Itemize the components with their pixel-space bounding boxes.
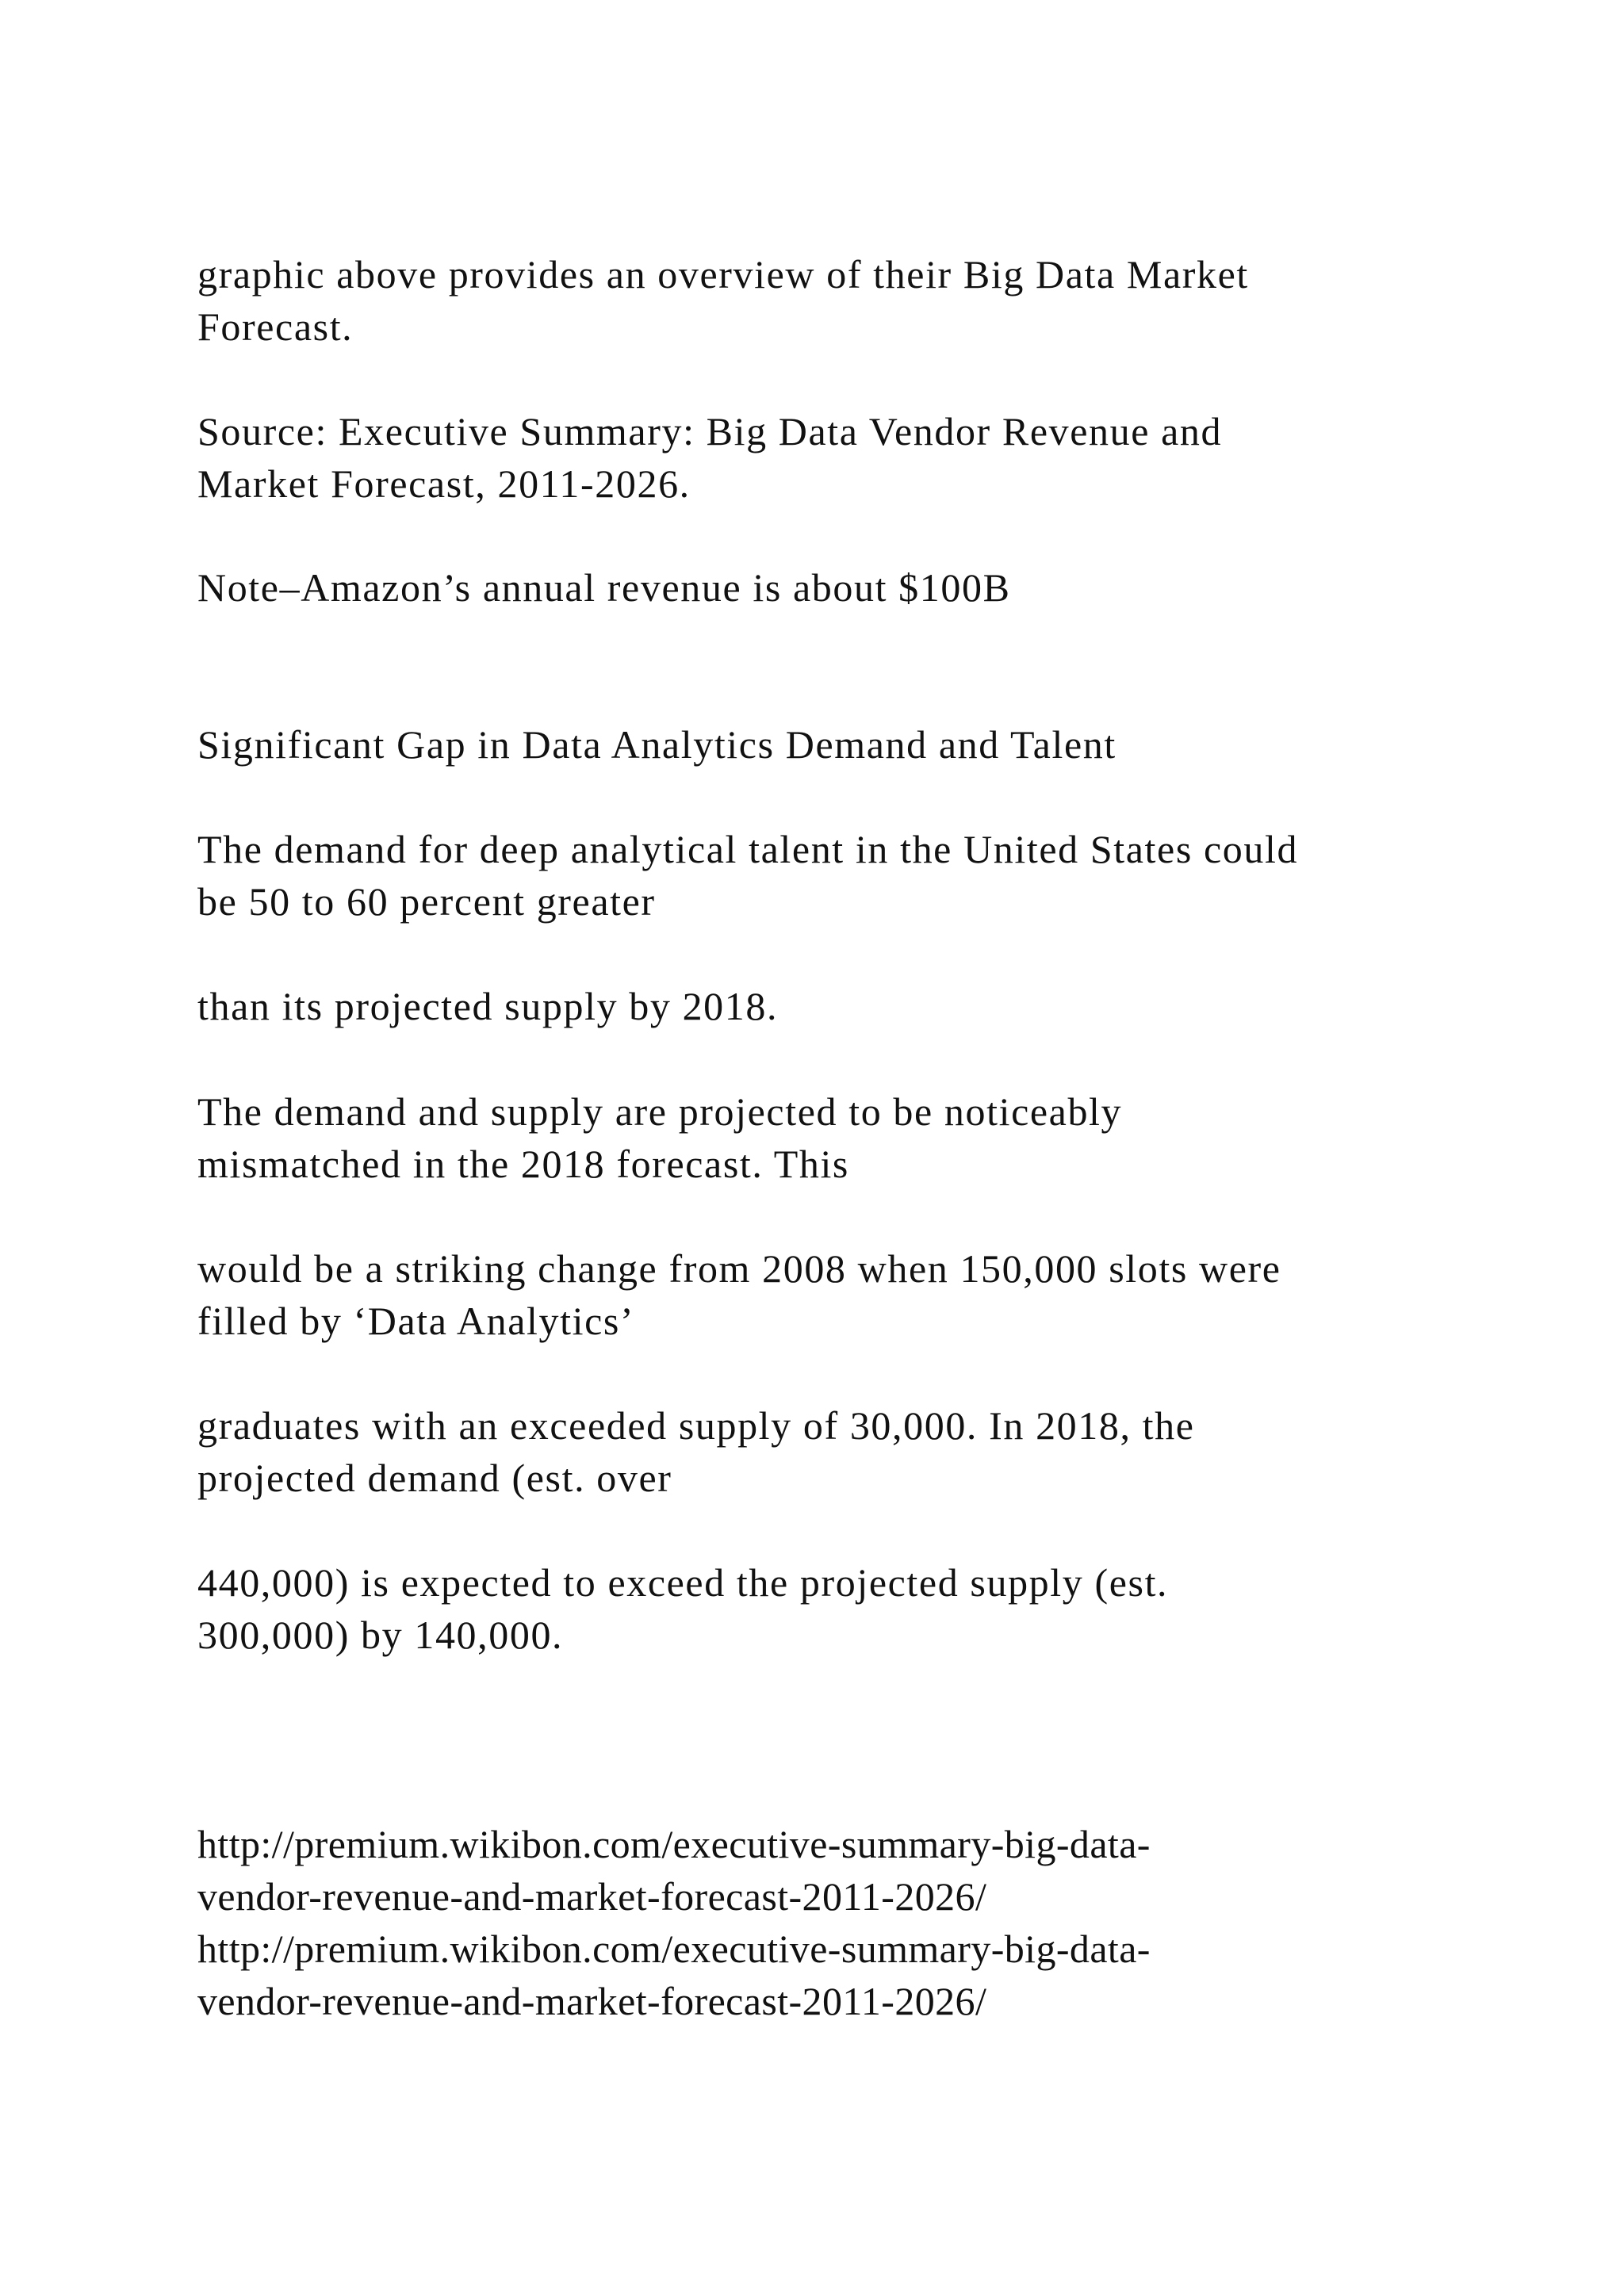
text-line: projected demand (est. over [197,1456,672,1500]
paragraph-2008-change [197,1242,1281,1347]
section-heading [197,718,1116,771]
paragraph-demand-talent [197,823,1298,928]
text-line: 300,000) by 140,000. [197,1613,564,1657]
paragraph-amazon-note [197,561,1011,614]
text-line: filled by ‘Data Analytics’ [197,1299,635,1343]
text-line: Note–Amazon’s annual revenue is about $100B [197,565,1011,610]
paragraph-projected-supply [197,980,778,1032]
source-link[interactable] [197,1923,1151,2027]
text-line: than its projected supply by 2018. [197,984,779,1028]
text-line: graphic above provides an overview of their Big Data Market [197,252,1249,297]
link-line[interactable]: http://premium.wikibon.com/executive-summary-big-data- [197,1822,1151,1866]
link-line[interactable]: vendor-revenue-and-market-forecast-2011-2026/ [197,1874,987,1919]
text-line: graduates with an exceeded supply of 30,000. In 2018, the [197,1403,1195,1448]
link-line[interactable]: vendor-revenue-and-market-forecast-2011-2026/ [197,1979,987,2023]
text-line: Source: Executive Summary: Big Data Vendor Revenue and [197,409,1223,453]
text-line: Forecast. [197,304,354,349]
link-line[interactable]: http://premium.wikibon.com/executive-summary-big-data- [197,1927,1151,1971]
paragraph-2018-projection [197,1556,1168,1661]
text-line: 440,000) is expected to exceed the projected supply (est. [197,1560,1169,1605]
text-line: The demand and supply are projected to be noticeably [197,1089,1123,1134]
text-line: would be a striking change from 2008 when 150,000 slots were [197,1246,1281,1291]
text-line: Significant Gap in Data Analytics Demand and Talent [197,722,1116,767]
text-line: Market Forecast, 2011-2026. [197,461,691,506]
source-link[interactable] [197,1818,1151,1923]
text-line: mismatched in the 2018 forecast. This [197,1142,849,1186]
text-line: The demand for deep analytical talent in the United States could [197,827,1299,871]
paragraph-source [197,405,1222,510]
text-line: be 50 to 60 percent greater [197,879,656,924]
paragraph-mismatch [197,1085,1122,1190]
paragraph-graduates [197,1399,1195,1504]
paragraph-graphic-overview [197,248,1249,353]
